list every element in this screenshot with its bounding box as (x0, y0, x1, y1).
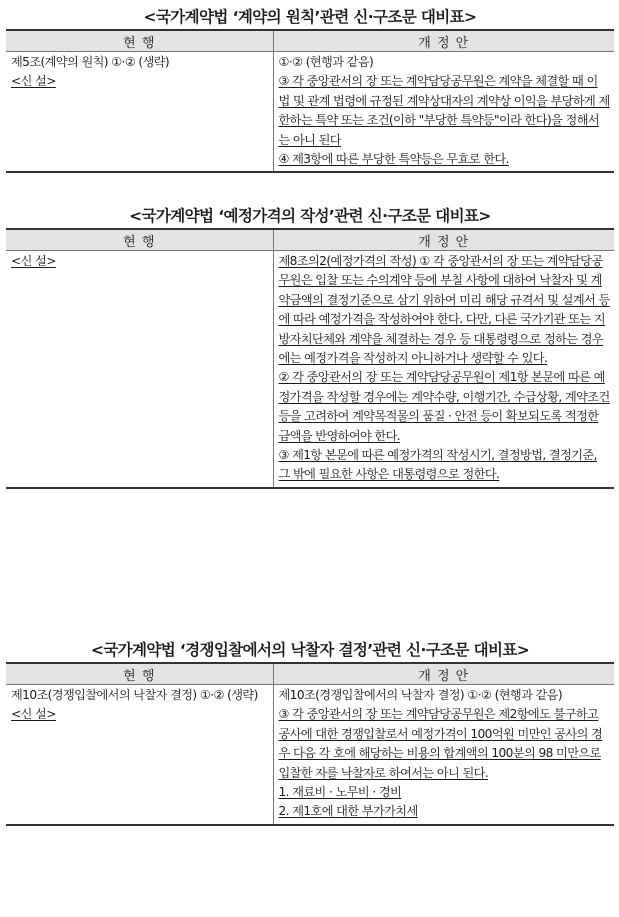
current-article-text: 제10조(경쟁입찰에서의 낙찰자 결정) ①·② (생략) (11, 688, 258, 702)
section-contract-principle (6, 5, 614, 173)
revised-paragraph-1: 제8조의2(예정가격의 작성) ① 각 중앙관서의 장 또는 계약담당공무원은 입찰 또는 수의계약 등에 부칠 사항에 대하여 낙찰자 및 계약금액의 결정기준으로 삼기 위하여 미리 해당 규격서 및 설계서 등에 따라 예정가격을 작성하여야 한다. 다만, 다른 국가기관 또는 지방자치단체와 계약을 체결하는 경우 등 대통령령으로 정하는 경우에는 예정가격을 작성하지 아니하거나 생략할 수 있다. (278, 254, 610, 366)
revised-item-2: 2. 제1호에 대한 부가가치세 (278, 804, 418, 819)
revised-paragraph-3: ③ 각 중앙관서의 장 또는 계약담당공무원은 계약을 체결할 때 이 법 및 관계 법령에 규정된 계약상대자의 계약상 이익을 부당하게 제한하는 특약 또는 조건(이하 "부당한 특약등"이라 한다)을 정해서는 아니 된다 (278, 74, 610, 147)
comparison-table (6, 228, 614, 489)
revised-paragraph-1-2: 제10조(경쟁입찰에서의 낙찰자 결정) ①·② (현행과 같음) (278, 688, 563, 702)
current-text-cell (6, 685, 273, 825)
new-provision-marker: <신 설> (11, 254, 56, 268)
current-article-text: 제5조(계약의 원칙) ①·② (생략) (11, 55, 170, 69)
revised-text-cell (273, 251, 614, 488)
comparison-table (6, 662, 614, 826)
section-title: <국가계약법 ‘경쟁입찰에서의 낙찰자 결정’관련 신·구조문 대비표> (90, 641, 530, 659)
comparison-table (6, 29, 614, 173)
section-title: <국가계약법 ‘계약의 원칙’관련 신·구조문 대비표> (143, 8, 477, 26)
new-provision-marker: <신 설> (11, 74, 56, 89)
table-header-row (6, 30, 614, 52)
header-current: 현 행 (6, 229, 273, 251)
header-revised: 개 정 안 (273, 229, 614, 251)
header-revised: 개 정 안 (273, 663, 614, 685)
table-row (6, 251, 614, 488)
revised-text-cell (273, 52, 614, 173)
section-estimated-price (6, 204, 614, 489)
new-provision-marker: <신 설> (11, 707, 56, 722)
revised-paragraph-4: ④ 제3항에 따른 부당한 특약등은 무효로 한다. (278, 152, 509, 167)
revised-item-1: 1. 재료비 · 노무비 · 경비 (278, 785, 402, 800)
revised-paragraph-3: ③ 제1항 본문에 따른 예정가격의 작성시기, 결정방법, 결정기준, 그 밖에 필요한 사항은 대통령령으로 정한다. (278, 448, 597, 482)
revised-paragraph-1-2: ①·② (현행과 같음) (278, 55, 374, 69)
section-title: <국가계약법 ‘예정가격의 작성’관련 신·구조문 대비표> (129, 207, 491, 225)
revised-paragraph-3: ③ 각 중앙관서의 장 또는 계약담당공무원은 제2항에도 불구하고 공사에 대한 경쟁입찰로서 예정가격이 100억원 미만인 공사의 경우 다음 각 호에 해당하는 비용의 합계액의 100분의 98 미만으로 입찰한 자를 낙찰자로 하여서는 아니 된다. (278, 707, 603, 780)
header-revised: 개 정 안 (273, 30, 614, 52)
table-row (6, 685, 614, 825)
header-current: 현 행 (6, 663, 273, 685)
revised-paragraph-2: ② 각 중앙관서의 장 또는 계약담당공무원이 제1항 본문에 따른 예정가격을 작성할 경우에는 계약수량, 이행기간, 수급상황, 계약조건 등을 고려하여 계약목적물의 품질 · 안전 등이 확보되도록 적정한 금액을 반영하여야 한다. (278, 370, 610, 443)
revised-text-cell (273, 685, 614, 825)
current-text-cell (6, 251, 273, 488)
table-header-row (6, 663, 614, 685)
table-header-row (6, 229, 614, 251)
section-successful-bidder (6, 638, 614, 826)
table-row (6, 52, 614, 173)
current-text-cell (6, 52, 273, 173)
header-current: 현 행 (6, 30, 273, 52)
